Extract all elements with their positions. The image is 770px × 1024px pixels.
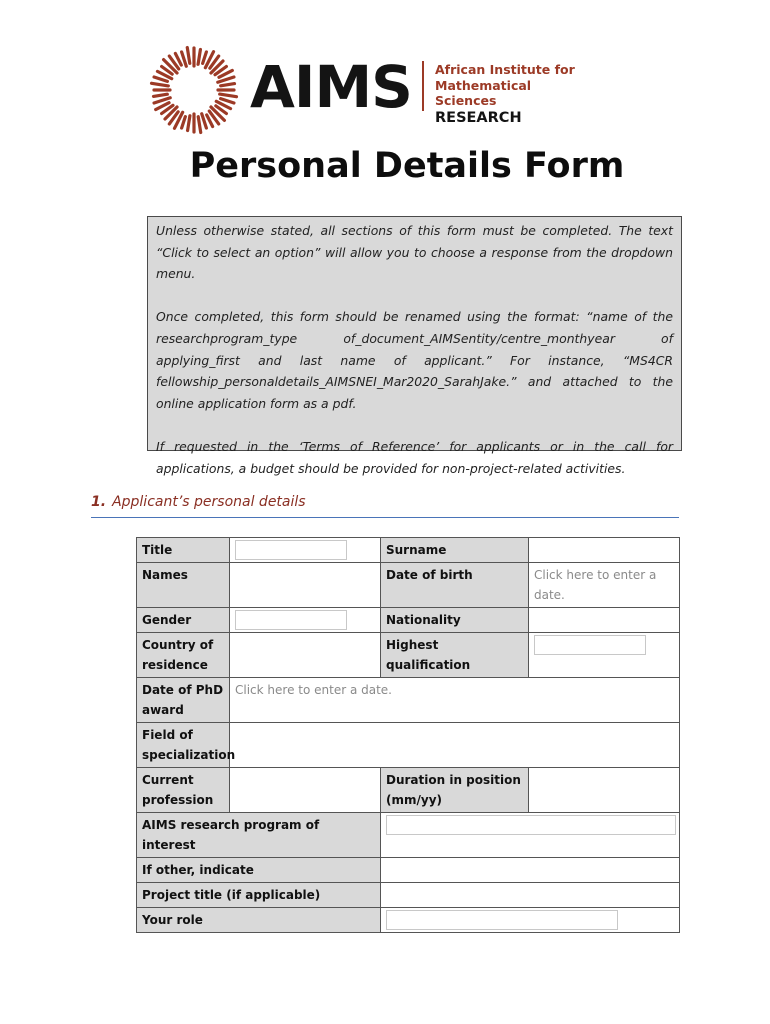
field-input[interactable]: [230, 723, 680, 768]
logo-line-1: African Institute for: [435, 62, 575, 77]
role-label: Your role: [137, 908, 381, 933]
program-cell: [381, 813, 680, 858]
surname-label: Surname: [381, 538, 529, 563]
logo-ray: [152, 83, 169, 86]
logo-ray: [182, 117, 186, 128]
names-label: Names: [137, 563, 230, 608]
section-title: Applicant’s personal details: [112, 494, 306, 510]
title-dropdown[interactable]: [235, 540, 347, 560]
nationality-label: Nationality: [381, 608, 529, 633]
project-label: Project title (if applicable): [137, 883, 381, 908]
logo-ray: [203, 52, 207, 63]
dob-label: Date of birth: [381, 563, 529, 608]
country-input[interactable]: [230, 633, 381, 678]
personal-details-table: [136, 537, 680, 933]
section-number: 1.: [91, 494, 107, 510]
section-heading: [91, 494, 306, 510]
page-title: Personal Details Form: [189, 146, 625, 186]
logo-line-3: RESEARCH: [435, 109, 522, 126]
logo-ray: [221, 84, 235, 86]
gender-label: Gender: [137, 608, 230, 633]
profession-label: Current profession: [137, 768, 230, 813]
other-input[interactable]: [381, 858, 680, 883]
logo-ray: [154, 94, 168, 96]
section-rule: [91, 517, 679, 518]
gender-dropdown[interactable]: [235, 610, 347, 630]
instructions-box: [147, 216, 682, 476]
aims-logo: [148, 44, 588, 136]
logo-ray: [154, 77, 167, 81]
phd-date-placeholder[interactable]: Click here to enter a date.: [235, 683, 392, 697]
logo-ray: [198, 50, 200, 65]
qualification-dropdown[interactable]: [534, 635, 646, 655]
duration-label: Duration in position (mm/yy): [381, 768, 529, 813]
logo-subtitle: [435, 62, 588, 127]
other-label: If other, indicate: [137, 858, 381, 883]
instructions-paragraph-1: Unless otherwise stated, all sections of this form must be completed. The text “Click to select an option” will allow you to choose a response from the dropdown menu.: [156, 223, 673, 282]
names-input[interactable]: [230, 563, 381, 608]
phd-date-input[interactable]: [230, 678, 680, 723]
nationality-input[interactable]: [529, 608, 680, 633]
qualification-cell: [529, 633, 680, 678]
title-cell: [230, 538, 381, 563]
logo-ray: [188, 116, 190, 131]
field-label: Field of specialization: [137, 723, 230, 768]
duration-input[interactable]: [529, 768, 680, 813]
dob-placeholder[interactable]: Click here to enter a date.: [534, 568, 657, 602]
instructions-paragraph-2: Once completed, this form should be renamed using the format: “name of the researchprogram_type of_document_AIMSentity/centre_monthyear of applying_first and last name of applicant.” For instance, “MS4CR fellowship_personaldetails_AIMSNEI_Mar2020_SarahJake.” and attached to the online application form as a pdf.: [156, 309, 673, 411]
logo-wordmark: AIMS: [250, 53, 412, 121]
program-label: AIMS research program of interest: [137, 813, 381, 858]
program-dropdown[interactable]: [386, 815, 676, 835]
logo-ray: [220, 94, 237, 97]
qualification-label: Highest qualification: [381, 633, 529, 678]
logo-divider: [422, 61, 424, 111]
sunburst-logo-icon: [148, 44, 240, 136]
title-label: Title: [137, 538, 230, 563]
instructions-paragraph-3: If requested in the ‘Terms of Reference’ for applicants or in the call for applications, a budget should be provided for non-project-related activities.: [156, 438, 673, 476]
project-input[interactable]: [381, 883, 680, 908]
country-label: Country of residence: [137, 633, 230, 678]
logo-ray: [221, 99, 234, 103]
surname-input[interactable]: [529, 538, 680, 563]
logo-line-2: Mathematical Sciences: [435, 77, 532, 108]
logo-ray: [198, 117, 201, 133]
profession-input[interactable]: [230, 768, 381, 813]
gender-cell: [230, 608, 381, 633]
dob-input[interactable]: [529, 563, 680, 608]
role-dropdown[interactable]: [386, 910, 618, 930]
logo-ray: [187, 48, 190, 64]
phd-label: Date of PhD award: [137, 678, 230, 723]
role-cell: [381, 908, 680, 933]
